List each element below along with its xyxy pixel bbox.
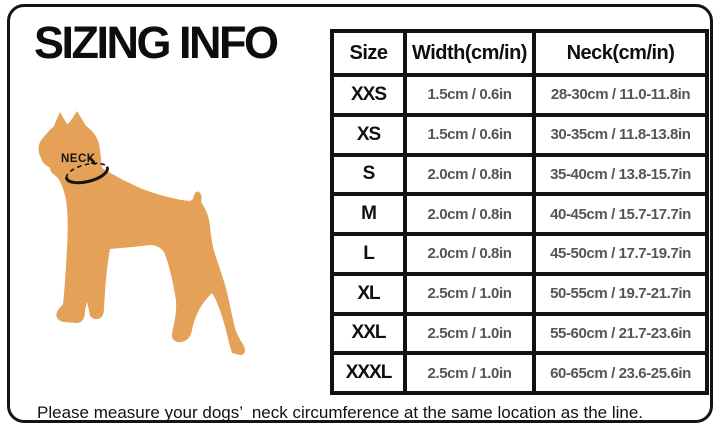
width-cell: 2.5cm / 1.0in <box>405 274 534 314</box>
neck-cell: 28-30cm / 11.0-11.8in <box>534 75 707 115</box>
neck-cell: 45-50cm / 17.7-19.7in <box>534 234 707 274</box>
table-row <box>332 274 707 314</box>
neck-cell: 60-65cm / 23.6-25.6in <box>534 353 707 393</box>
col-header-size: Size <box>332 31 405 75</box>
size-cell: XXXL <box>332 353 405 393</box>
size-cell: M <box>332 194 405 234</box>
col-header-neck: Neck(cm/in) <box>534 31 707 75</box>
neck-label: NECK <box>61 153 96 165</box>
table-row <box>332 314 707 354</box>
table-header-row <box>332 31 707 75</box>
table-row <box>332 353 707 393</box>
size-cell: L <box>332 234 405 274</box>
table-row <box>332 75 707 115</box>
dog-illustration <box>30 102 250 372</box>
size-cell: XL <box>332 274 405 314</box>
neck-cell: 55-60cm / 21.7-23.6in <box>534 314 707 354</box>
table-row <box>332 234 707 274</box>
page-title: SIZING INFO <box>34 17 277 68</box>
neck-cell: 30-35cm / 11.8-13.8in <box>534 115 707 155</box>
sizing-table <box>330 29 709 395</box>
dog-body-shape <box>39 111 245 355</box>
width-cell: 2.0cm / 0.8in <box>405 234 534 274</box>
sizing-card <box>7 4 713 423</box>
col-header-width: Width(cm/in) <box>405 31 534 75</box>
dog-silhouette-graphic <box>30 102 250 372</box>
size-cell: XS <box>332 115 405 155</box>
width-cell: 2.0cm / 0.8in <box>405 194 534 234</box>
width-cell: 2.5cm / 1.0in <box>405 353 534 393</box>
size-cell: XXL <box>332 314 405 354</box>
neck-cell: 50-55cm / 19.7-21.7in <box>534 274 707 314</box>
table-row <box>332 115 707 155</box>
neck-cell: 40-45cm / 15.7-17.7in <box>534 194 707 234</box>
table-row <box>332 155 707 195</box>
neck-cell: 35-40cm / 13.8-15.7in <box>534 155 707 195</box>
size-cell: S <box>332 155 405 195</box>
table-row <box>332 194 707 234</box>
measure-instruction-note: Please measure your dogs’ neck circumference at the same location as the line. <box>37 403 644 422</box>
size-cell: XXS <box>332 75 405 115</box>
width-cell: 1.5cm / 0.6in <box>405 75 534 115</box>
width-cell: 2.0cm / 0.8in <box>405 155 534 195</box>
width-cell: 1.5cm / 0.6in <box>405 115 534 155</box>
width-cell: 2.5cm / 1.0in <box>405 314 534 354</box>
